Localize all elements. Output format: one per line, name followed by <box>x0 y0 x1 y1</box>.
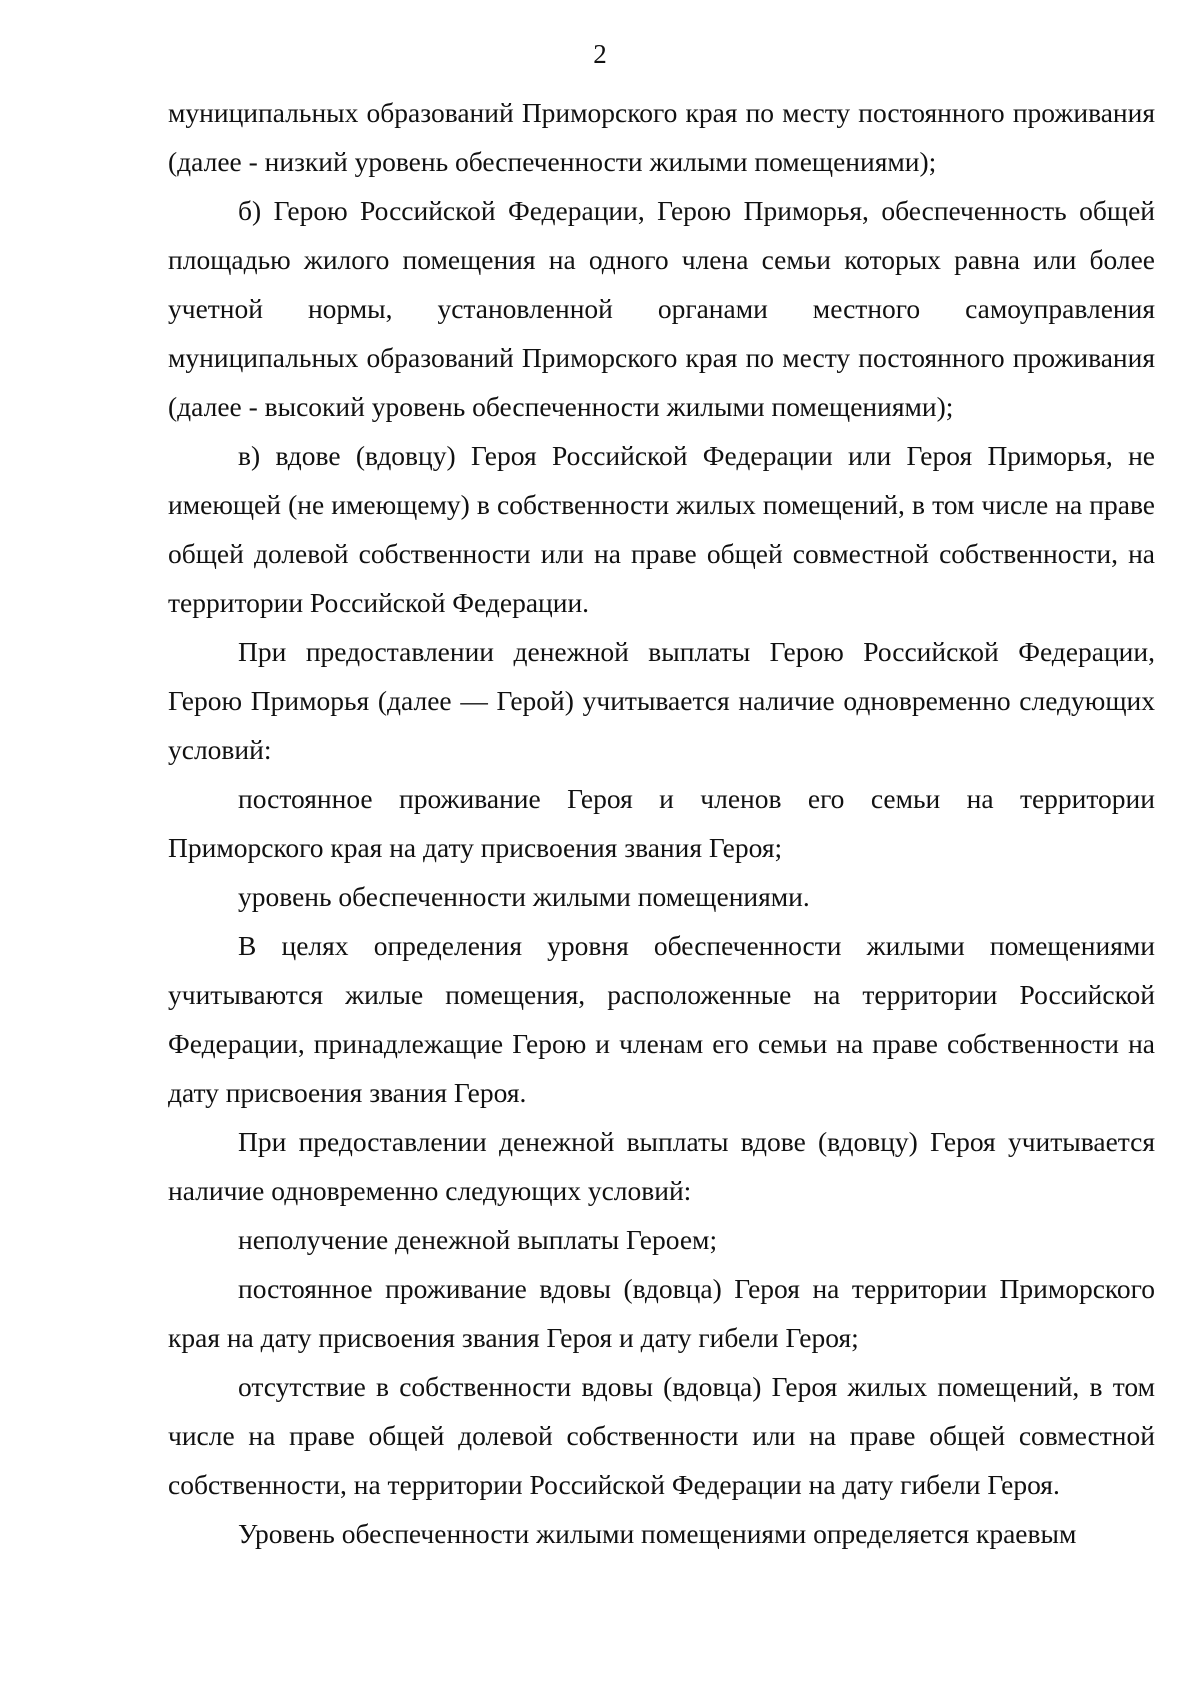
paragraph-widow-payment-conditions: При предоставлении денежной выплаты вдове (вдовцу) Героя учитывается наличие одновременно следующих условий: <box>168 1126 1155 1206</box>
paragraph-condition-residence: постоянное проживание Героя и членов его семьи на территории Приморского края на дату присвоения звания Героя; <box>168 783 1155 863</box>
paragraph-condition-no-hero-payment: неполучение денежной выплаты Героем; <box>238 1224 718 1255</box>
document-body <box>168 88 1155 1558</box>
paragraph-condition-widow-residence: постоянное проживание вдовы (вдовца) Героя на территории Приморского края на дату присвоения звания Героя и дату гибели Героя; <box>168 1273 1155 1353</box>
paragraph-housing-determination: В целях определения уровня обеспеченности жилыми помещениями учитываются жилые помещения, расположенные на территории Российской Федерации, принадлежащие Герою и членам его семьи на праве собственности на дату присвоения звания Героя. <box>168 930 1155 1108</box>
paragraph-continuation-municipal: муниципальных образований Приморского края по месту постоянного проживания (далее - низкий уровень обеспеченности жилыми помещениями); <box>168 97 1155 177</box>
paragraph-item-v-widow: в) вдове (вдовцу) Героя Российской Федерации или Героя Приморья, не имеющей (не имеющему) в собственности жилых помещений, в том числе на праве общей долевой собственности или на праве общей совместной собственности, на территории Российской Федерации. <box>168 440 1155 618</box>
page-number: 2 <box>593 39 607 69</box>
paragraph-housing-level-definition: Уровень обеспеченности жилыми помещениями определяется краевым <box>238 1518 1077 1549</box>
paragraph-item-b-hero: б) Герою Российской Федерации, Герою Приморья, обеспеченность общей площадью жилого помещения на одного члена семьи которых равна или более учетной нормы, установленной органами местного самоуправления муниципальных образований Приморского края по месту постоянного проживания (далее - высокий уровень обеспеченности жилыми помещениями); <box>168 195 1155 422</box>
paragraph-condition-widow-no-property: отсутствие в собственности вдовы (вдовца) Героя жилых помещений, в том числе на праве общей долевой собственности или на праве общей совместной собственности, на территории Российской Федерации на дату гибели Героя. <box>168 1371 1155 1500</box>
paragraph-hero-payment-conditions: При предоставлении денежной выплаты Герою Российской Федерации, Герою Приморья (далее — Герой) учитывается наличие одновременно следующих условий: <box>168 636 1155 765</box>
paragraph-condition-housing-level: уровень обеспеченности жилыми помещениями. <box>238 881 810 912</box>
